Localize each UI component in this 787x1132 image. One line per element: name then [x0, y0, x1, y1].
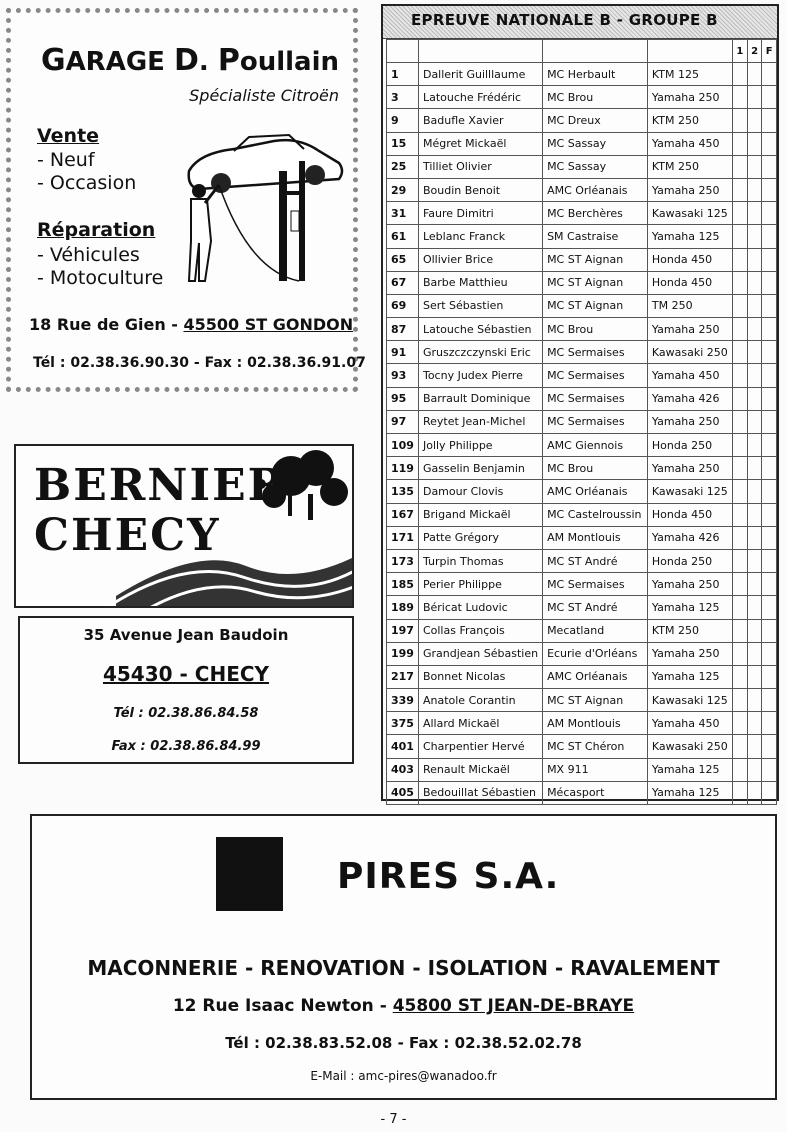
- heat-result-cell: [747, 434, 762, 457]
- rider-club: MC Dreux: [543, 109, 648, 132]
- rider-number: 91: [387, 341, 419, 364]
- heat-column-header: 1: [732, 40, 747, 63]
- table-row: [387, 619, 777, 642]
- table-row: [387, 480, 777, 503]
- rider-club: MC Sermaises: [543, 387, 648, 410]
- rider-number: 217: [387, 665, 419, 688]
- rider-number: 1: [387, 63, 419, 86]
- heat-result-cell: [762, 387, 777, 410]
- heat-result-cell: [762, 434, 777, 457]
- bernier-name: BERNIER: [34, 460, 287, 511]
- rider-name: Allard Mickaël: [418, 712, 542, 735]
- rider-bike: Yamaha 125: [647, 596, 732, 619]
- rider-bike: Kawasaki 250: [647, 341, 732, 364]
- garage-address: 18 Rue de Gien - 45500 ST GONDON: [29, 315, 354, 334]
- heat-result-cell: [732, 248, 747, 271]
- rider-club: Mécasport: [543, 781, 648, 804]
- rider-number: 93: [387, 364, 419, 387]
- heat-result-cell: [762, 712, 777, 735]
- heat-result-cell: [747, 526, 762, 549]
- rider-club: SM Castraise: [543, 225, 648, 248]
- rider-number: 185: [387, 573, 419, 596]
- rider-bike: KTM 250: [647, 619, 732, 642]
- heat-result-cell: [747, 712, 762, 735]
- heat-result-cell: [732, 202, 747, 225]
- rider-club: AMC Orléanais: [543, 480, 648, 503]
- heat-result-cell: [732, 758, 747, 781]
- table-row: [387, 781, 777, 804]
- rider-name: Patte Grégory: [418, 526, 542, 549]
- rider-number: 171: [387, 526, 419, 549]
- bernier-address-ad: [18, 616, 354, 764]
- table-row: [387, 202, 777, 225]
- blank-header-cell: [647, 40, 732, 63]
- rider-number: 69: [387, 294, 419, 317]
- heat-result-cell: [747, 665, 762, 688]
- heat-result-cell: [747, 271, 762, 294]
- table-row: [387, 596, 777, 619]
- rider-club: AMC Orléanais: [543, 665, 648, 688]
- table-row: [387, 457, 777, 480]
- heat-result-cell: [762, 689, 777, 712]
- page-number: - 7 -: [380, 1112, 407, 1127]
- heat-result-cell: [762, 503, 777, 526]
- heat-result-cell: [732, 387, 747, 410]
- heat-result-cell: [732, 480, 747, 503]
- rider-name: Tocny Judex Pierre: [418, 364, 542, 387]
- heat-result-cell: [732, 596, 747, 619]
- rider-name: Collas François: [418, 619, 542, 642]
- heat-result-cell: [762, 341, 777, 364]
- rider-bike: Honda 450: [647, 271, 732, 294]
- rider-number: 9: [387, 109, 419, 132]
- heat-result-cell: [732, 642, 747, 665]
- heat-result-cell: [732, 781, 747, 804]
- heat-result-cell: [762, 457, 777, 480]
- heat-result-cell: [762, 225, 777, 248]
- heat-result-cell: [747, 596, 762, 619]
- rider-number: 31: [387, 202, 419, 225]
- rider-name: Badufle Xavier: [418, 109, 542, 132]
- heat-result-cell: [747, 480, 762, 503]
- rider-club: MC Castelroussin: [543, 503, 648, 526]
- table-row: [387, 341, 777, 364]
- reparation-item: - Motoculture: [37, 267, 164, 289]
- heat-result-cell: [762, 410, 777, 433]
- heat-result-cell: [732, 364, 747, 387]
- rider-name: Ollivier Brice: [418, 248, 542, 271]
- heat-result-cell: [747, 689, 762, 712]
- rider-bike: Yamaha 250: [647, 178, 732, 201]
- heat-result-cell: [762, 573, 777, 596]
- rider-bike: Kawasaki 125: [647, 480, 732, 503]
- rider-number: 135: [387, 480, 419, 503]
- rider-name: Damour Clovis: [418, 480, 542, 503]
- rider-bike: KTM 250: [647, 155, 732, 178]
- pires-name: PIRES S.A.: [337, 856, 560, 897]
- heat-result-cell: [747, 109, 762, 132]
- rider-bike: Yamaha 125: [647, 781, 732, 804]
- table-row: [387, 712, 777, 735]
- reparation-heading: Réparation: [37, 219, 156, 241]
- rider-number: 119: [387, 457, 419, 480]
- table-row: [387, 86, 777, 109]
- table-row: [387, 434, 777, 457]
- heat-result-cell: [732, 132, 747, 155]
- heat-result-cell: [762, 271, 777, 294]
- heat-result-cell: [762, 596, 777, 619]
- rider-name: Brigand Mickaël: [418, 503, 542, 526]
- rider-number: 173: [387, 549, 419, 572]
- heat-result-cell: [762, 665, 777, 688]
- rider-name: Grandjean Sébastien: [418, 642, 542, 665]
- bernier-checy-ad: [14, 444, 354, 608]
- rider-bike: Honda 450: [647, 503, 732, 526]
- rider-name: Perier Philippe: [418, 573, 542, 596]
- pires-address: 12 Rue Isaac Newton - 45800 ST JEAN-DE-BRAYE: [172, 996, 635, 1016]
- blank-header-cell: [418, 40, 542, 63]
- pires-sa-ad: [30, 814, 777, 1100]
- table-row: [387, 387, 777, 410]
- results-table: [386, 39, 777, 805]
- heat-result-cell: [732, 665, 747, 688]
- heat-result-cell: [762, 480, 777, 503]
- table-header-row: [387, 40, 777, 63]
- rider-number: 65: [387, 248, 419, 271]
- rider-name: Latouche Sébastien: [418, 318, 542, 341]
- checy-fax: Fax : 02.38.86.84.99: [111, 739, 261, 754]
- rider-club: MX 911: [543, 758, 648, 781]
- rider-number: 109: [387, 434, 419, 457]
- heat-result-cell: [762, 549, 777, 572]
- rider-name: Bedouillat Sébastien: [418, 781, 542, 804]
- heat-result-cell: [732, 526, 747, 549]
- heat-result-cell: [732, 503, 747, 526]
- rider-number: 95: [387, 387, 419, 410]
- rider-club: MC Sermaises: [543, 364, 648, 387]
- car-lift-mechanic-illustration: [179, 131, 349, 301]
- heat-result-cell: [762, 248, 777, 271]
- heat-result-cell: [732, 735, 747, 758]
- rider-club: MC Brou: [543, 457, 648, 480]
- rider-name: Renault Mickaël: [418, 758, 542, 781]
- heat-result-cell: [762, 526, 777, 549]
- table-row: [387, 155, 777, 178]
- pires-phone: Tél : 02.38.83.52.08 - Fax : 02.38.52.02.78: [225, 1034, 582, 1052]
- table-row: [387, 503, 777, 526]
- rider-name: Boudin Benoit: [418, 178, 542, 201]
- heat-result-cell: [762, 619, 777, 642]
- table-row: [387, 132, 777, 155]
- rider-number: 401: [387, 735, 419, 758]
- heat-result-cell: [747, 619, 762, 642]
- heat-result-cell: [732, 155, 747, 178]
- rider-name: Jolly Philippe: [418, 434, 542, 457]
- heat-result-cell: [732, 457, 747, 480]
- heat-result-cell: [747, 155, 762, 178]
- table-row: [387, 248, 777, 271]
- rider-number: 189: [387, 596, 419, 619]
- heat-result-cell: [732, 109, 747, 132]
- rider-name: Bonnet Nicolas: [418, 665, 542, 688]
- rider-bike: Yamaha 450: [647, 364, 732, 387]
- table-row: [387, 549, 777, 572]
- rider-club: MC ST Aignan: [543, 294, 648, 317]
- heat-result-cell: [747, 248, 762, 271]
- heat-result-cell: [747, 735, 762, 758]
- rider-number: 405: [387, 781, 419, 804]
- rider-club: AMC Giennois: [543, 434, 648, 457]
- rider-number: 97: [387, 410, 419, 433]
- rider-bike: KTM 125: [647, 63, 732, 86]
- rider-name: Béricat Ludovic: [418, 596, 542, 619]
- heat-result-cell: [747, 341, 762, 364]
- rider-club: AM Montlouis: [543, 526, 648, 549]
- pires-email: E-Mail : amc-pires@wanadoo.fr: [310, 1069, 497, 1083]
- heat-result-cell: [762, 758, 777, 781]
- heat-result-cell: [732, 549, 747, 572]
- rider-bike: Yamaha 450: [647, 712, 732, 735]
- heat-result-cell: [747, 781, 762, 804]
- heat-result-cell: [732, 86, 747, 109]
- rider-club: MC Sermaises: [543, 410, 648, 433]
- table-row: [387, 573, 777, 596]
- checy-tel: Tél : 02.38.86.84.58: [113, 706, 259, 721]
- rider-name: Leblanc Franck: [418, 225, 542, 248]
- heat-result-cell: [762, 781, 777, 804]
- heat-result-cell: [732, 573, 747, 596]
- rider-name: Gasselin Benjamin: [418, 457, 542, 480]
- heat-result-cell: [747, 387, 762, 410]
- table-row: [387, 758, 777, 781]
- pires-services: MACONNERIE - RENOVATION - ISOLATION - RAVALEMENT: [87, 956, 720, 980]
- rider-name: Barbe Matthieu: [418, 271, 542, 294]
- rider-number: 403: [387, 758, 419, 781]
- heat-result-cell: [732, 225, 747, 248]
- rider-bike: Honda 450: [647, 248, 732, 271]
- rider-club: MC ST Aignan: [543, 271, 648, 294]
- rider-bike: Kawasaki 125: [647, 689, 732, 712]
- heat-result-cell: [747, 86, 762, 109]
- rider-name: Reytet Jean-Michel: [418, 410, 542, 433]
- rider-club: MC ST Aignan: [543, 689, 648, 712]
- table-row: [387, 318, 777, 341]
- garage-subtitle: Spécialiste Citroën: [189, 86, 339, 105]
- heat-result-cell: [732, 63, 747, 86]
- table-row: [387, 526, 777, 549]
- heat-result-cell: [732, 271, 747, 294]
- table-row: [387, 178, 777, 201]
- rider-bike: Yamaha 426: [647, 526, 732, 549]
- heat-result-cell: [747, 364, 762, 387]
- rider-number: 67: [387, 271, 419, 294]
- rider-number: 29: [387, 178, 419, 201]
- vente-heading: Vente: [37, 125, 100, 147]
- table-row: [387, 271, 777, 294]
- rider-bike: Yamaha 250: [647, 318, 732, 341]
- heat-result-cell: [732, 178, 747, 201]
- rider-name: Gruszczczynski Eric: [418, 341, 542, 364]
- rider-club: MC Sassay: [543, 132, 648, 155]
- rider-name: Barrault Dominique: [418, 387, 542, 410]
- table-row: [387, 109, 777, 132]
- heat-result-cell: [732, 341, 747, 364]
- heat-result-cell: [747, 573, 762, 596]
- heat-result-cell: [747, 758, 762, 781]
- rider-bike: Yamaha 426: [647, 387, 732, 410]
- rider-name: Latouche Frédéric: [418, 86, 542, 109]
- rider-number: 61: [387, 225, 419, 248]
- heat-result-cell: [762, 63, 777, 86]
- rider-bike: Kawasaki 250: [647, 735, 732, 758]
- rider-club: AM Montlouis: [543, 712, 648, 735]
- heat-result-cell: [747, 225, 762, 248]
- rider-number: 197: [387, 619, 419, 642]
- table-row: [387, 735, 777, 758]
- rider-name: Tilliet Olivier: [418, 155, 542, 178]
- rider-bike: Yamaha 450: [647, 132, 732, 155]
- heat-result-cell: [732, 318, 747, 341]
- rider-number: 3: [387, 86, 419, 109]
- rider-bike: Yamaha 250: [647, 642, 732, 665]
- rider-number: 375: [387, 712, 419, 735]
- rider-club: MC ST André: [543, 596, 648, 619]
- heat-result-cell: [732, 294, 747, 317]
- checy-city: 45430 - CHECY: [102, 662, 270, 686]
- table-row: [387, 410, 777, 433]
- table-row: [387, 63, 777, 86]
- rider-number: 87: [387, 318, 419, 341]
- rider-bike: Yamaha 250: [647, 86, 732, 109]
- rider-name: Dallerit Guilllaume: [418, 63, 542, 86]
- garage-poullain-ad: [6, 8, 366, 392]
- rider-club: MC ST Aignan: [543, 248, 648, 271]
- vente-item: - Neuf: [37, 149, 95, 171]
- checy-name: CHECY: [34, 510, 221, 561]
- table-row: [387, 642, 777, 665]
- heat-result-cell: [762, 364, 777, 387]
- garage-title: GARAGE D. Poullain: [40, 43, 339, 78]
- heat-column-header: 2: [747, 40, 762, 63]
- rider-club: AMC Orléanais: [543, 178, 648, 201]
- heat-result-cell: [747, 410, 762, 433]
- heat-result-cell: [762, 109, 777, 132]
- rider-bike: KTM 250: [647, 109, 732, 132]
- rider-name: Charpentier Hervé: [418, 735, 542, 758]
- rider-club: MC ST Chéron: [543, 735, 648, 758]
- rider-name: Faure Dimitri: [418, 202, 542, 225]
- heat-result-cell: [762, 132, 777, 155]
- heat-result-cell: [762, 202, 777, 225]
- checy-street: 35 Avenue Jean Baudoin: [83, 626, 289, 644]
- garage-phone: Tél : 02.38.36.90.30 - Fax : 02.38.36.91.07: [33, 355, 366, 371]
- heat-result-cell: [747, 202, 762, 225]
- rider-bike: Yamaha 250: [647, 410, 732, 433]
- rider-bike: Kawasaki 125: [647, 202, 732, 225]
- rider-club: MC Brou: [543, 86, 648, 109]
- vente-item: - Occasion: [37, 172, 137, 194]
- table-row: [387, 225, 777, 248]
- heat-result-cell: [762, 86, 777, 109]
- blank-header-cell: [387, 40, 419, 63]
- black-square-logo: [216, 837, 283, 911]
- heat-column-header: F: [762, 40, 777, 63]
- heat-result-cell: [747, 642, 762, 665]
- rider-name: Turpin Thomas: [418, 549, 542, 572]
- rider-bike: Yamaha 250: [647, 573, 732, 596]
- rider-club: MC Berchères: [543, 202, 648, 225]
- heat-result-cell: [747, 318, 762, 341]
- heat-result-cell: [747, 178, 762, 201]
- table-title-bar: [383, 6, 777, 39]
- heat-result-cell: [732, 410, 747, 433]
- rider-club: Ecurie d'Orléans: [543, 642, 648, 665]
- rider-club: MC Brou: [543, 318, 648, 341]
- table-row: [387, 665, 777, 688]
- rider-name: Sert Sébastien: [418, 294, 542, 317]
- heat-result-cell: [762, 155, 777, 178]
- rider-club: Mecatland: [543, 619, 648, 642]
- rider-bike: Yamaha 125: [647, 758, 732, 781]
- rider-bike: Honda 250: [647, 434, 732, 457]
- rider-club: MC ST André: [543, 549, 648, 572]
- rider-club: MC Sermaises: [543, 341, 648, 364]
- heat-result-cell: [747, 457, 762, 480]
- heat-result-cell: [747, 503, 762, 526]
- blank-header-cell: [543, 40, 648, 63]
- results-table-panel: [381, 4, 779, 801]
- rider-bike: Yamaha 125: [647, 225, 732, 248]
- heat-result-cell: [762, 735, 777, 758]
- heat-result-cell: [747, 63, 762, 86]
- heat-result-cell: [747, 294, 762, 317]
- rider-club: MC Sermaises: [543, 573, 648, 596]
- heat-result-cell: [762, 178, 777, 201]
- rider-bike: Yamaha 250: [647, 457, 732, 480]
- heat-result-cell: [732, 689, 747, 712]
- rider-number: 25: [387, 155, 419, 178]
- heat-result-cell: [732, 712, 747, 735]
- heat-result-cell: [747, 132, 762, 155]
- rider-name: Anatole Corantin: [418, 689, 542, 712]
- rider-number: 199: [387, 642, 419, 665]
- heat-result-cell: [732, 619, 747, 642]
- rider-bike: Yamaha 125: [647, 665, 732, 688]
- heat-result-cell: [762, 318, 777, 341]
- heat-result-cell: [747, 549, 762, 572]
- rider-club: MC Herbault: [543, 63, 648, 86]
- rider-bike: Honda 250: [647, 549, 732, 572]
- rider-bike: TM 250: [647, 294, 732, 317]
- table-row: [387, 364, 777, 387]
- rider-number: 339: [387, 689, 419, 712]
- rider-number: 167: [387, 503, 419, 526]
- rider-club: MC Sassay: [543, 155, 648, 178]
- reparation-item: - Véhicules: [37, 244, 140, 266]
- rider-name: Mégret Mickaël: [418, 132, 542, 155]
- heat-result-cell: [732, 434, 747, 457]
- table-row: [387, 689, 777, 712]
- table-title: EPREUVE NATIONALE B - GROUPE B: [411, 11, 718, 29]
- table-row: [387, 294, 777, 317]
- rider-number: 15: [387, 132, 419, 155]
- heat-result-cell: [762, 642, 777, 665]
- heat-result-cell: [762, 294, 777, 317]
